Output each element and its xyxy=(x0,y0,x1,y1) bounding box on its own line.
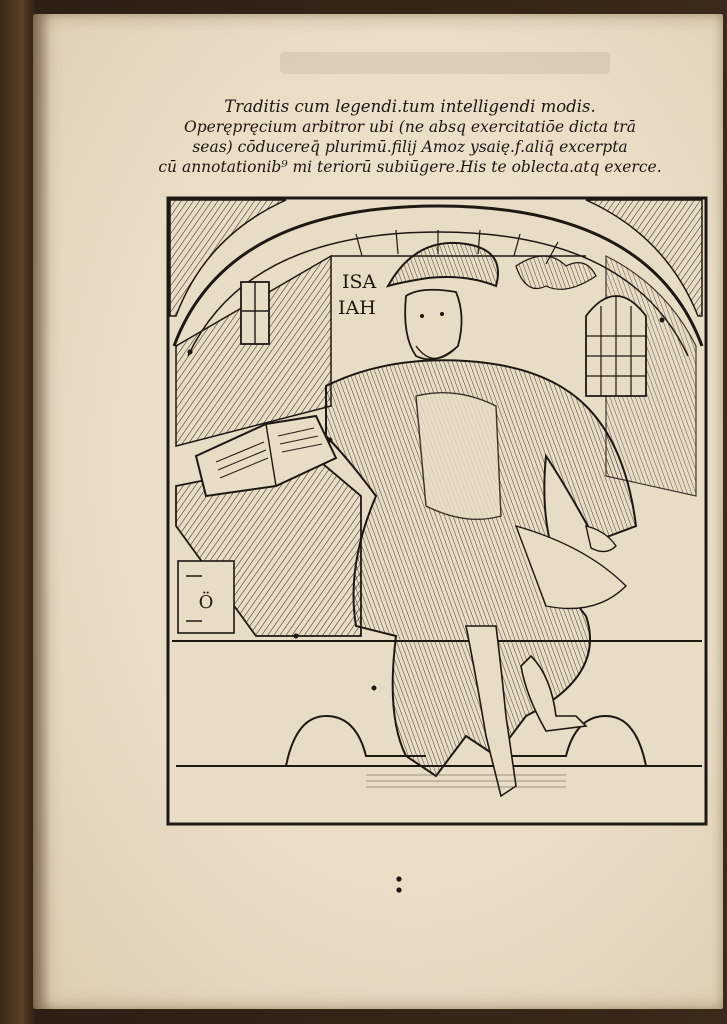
bleed-through-header xyxy=(280,52,610,74)
shield-glyph: Ö xyxy=(198,592,214,613)
text-line-2: Operępręcium arbitror ubi (ne absq exercitatiōe dicta trā xyxy=(184,118,636,136)
page-text xyxy=(120,97,700,177)
text-line-1: Traditis cum legendi.tum intelligendi modis. xyxy=(224,97,596,116)
sign-isa: ISA xyxy=(342,271,377,293)
text-line-3: seas) cōducereq̄ plurimū.filij Amoz ysaię.f.aliq̄ excerpta xyxy=(192,138,628,156)
spine-shadow xyxy=(33,14,51,1009)
sign-iah: IAH xyxy=(338,297,376,319)
woodcut-illustration xyxy=(166,196,710,826)
text-line-4: cū annotationib⁹ mi teriorū subiūgere.His te oblecta.atq exerce. xyxy=(158,158,662,176)
page-marks xyxy=(394,874,404,896)
